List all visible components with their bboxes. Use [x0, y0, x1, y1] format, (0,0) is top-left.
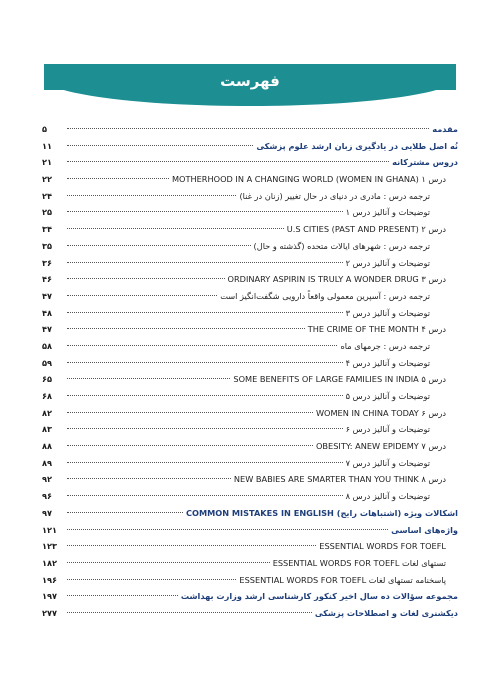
toc-entry-label: درس ۱ MOTHERHOOD IN A CHANGING WORLD (WOMEN IN GHANA)	[171, 174, 446, 185]
dot-leader	[67, 228, 284, 229]
toc-entry[interactable]	[42, 555, 458, 572]
dot-leader	[67, 328, 305, 329]
dot-leader	[67, 495, 343, 496]
toc-entry[interactable]	[42, 238, 458, 255]
toc-entry-label: توضیحات و آنالیز درس ۵	[345, 391, 430, 401]
toc-entry-label: درس ۶ WOMEN IN CHINA TODAY	[315, 407, 446, 418]
toc-entry[interactable]	[42, 171, 458, 188]
toc-entry-page: ۱۸۲	[42, 557, 57, 568]
dot-leader	[67, 345, 337, 346]
toc-entry-label: پاسخنامه تستهای لغات ESSENTIAL WORDS FOR TOEFL	[239, 574, 446, 585]
toc-entry-page: ۴۷	[42, 290, 52, 301]
toc-entry[interactable]	[42, 271, 458, 288]
toc-entry-label: دیکشنری لغات و اصطلاحات پزشکی	[314, 607, 458, 618]
toc-entry[interactable]	[42, 121, 458, 138]
toc-entry-label: واژه‌های اساسی	[391, 524, 458, 535]
toc-entry-page: ۱۲۱	[42, 524, 57, 535]
toc-entry-page: ۲۱	[42, 157, 52, 168]
toc-entry-label: دروس مشترکانه	[392, 157, 458, 168]
toc-entry-label: تستهای لغات ESSENTIAL WORDS FOR TOEFL	[272, 557, 446, 568]
toc-entry-page: ۹۶	[42, 491, 52, 502]
toc-entry[interactable]	[42, 338, 458, 355]
toc-entry-label: درس ۸ NEW BABIES ARE SMARTER THAN YOU THINK	[233, 474, 446, 485]
dot-leader	[67, 178, 169, 179]
dot-leader	[67, 512, 183, 513]
dot-leader	[67, 378, 230, 379]
toc-entry-label: درس ۳ ORDINARY ASPIRIN IS TRULY A WONDER DRUG	[227, 274, 446, 285]
dot-leader	[67, 562, 270, 563]
dot-leader	[67, 478, 231, 479]
table-of-contents	[42, 121, 458, 622]
dot-leader	[67, 295, 217, 296]
toc-entry-page: ۸۳	[42, 424, 52, 435]
toc-entry[interactable]	[42, 405, 458, 422]
toc-entry-page: ۲۵	[42, 207, 52, 218]
toc-entry-label: درس ۷ OBESITY: ANEW EPIDEMY	[315, 441, 446, 452]
toc-entry-label: ترجمه درس : مادری در دنیای در حال تغییر (زنان در غنا)	[239, 190, 430, 201]
toc-entry-label: ESSENTIAL WORDS FOR TOEFL	[319, 541, 446, 552]
dot-leader	[67, 145, 253, 146]
dot-leader	[67, 161, 389, 162]
toc-entry[interactable]	[42, 288, 458, 305]
toc-entry-page: ۲۷۷	[42, 607, 57, 618]
dot-leader	[67, 211, 343, 212]
toc-entry-label: مقدمه	[432, 124, 458, 134]
toc-entry[interactable]	[42, 204, 458, 221]
toc-entry-page: ۴۷	[42, 324, 52, 335]
toc-entry-page: ۱۹۷	[42, 591, 57, 602]
toc-entry-page: ۳۶	[42, 257, 52, 268]
toc-entry-label: درس ۴ THE CRIME OF THE MONTH	[307, 324, 446, 335]
dot-leader	[67, 395, 343, 396]
toc-entry-label: ترجمه درس : جرمهای ماه	[340, 340, 430, 351]
toc-entry-label: مجموعه سؤالات ده سال اخیر کنکور کارشناسی ارشد وزارت بهداشت	[180, 591, 458, 602]
toc-entry[interactable]	[42, 388, 458, 405]
dot-leader	[67, 412, 313, 413]
toc-entry-label: توضیحات و آنالیز درس ۲	[345, 257, 430, 268]
toc-entry-label: توضیحات و آنالیز درس ۴	[345, 357, 430, 368]
toc-entry[interactable]	[42, 538, 458, 555]
toc-entry-label: درس ۲ U.S CITIES (PAST AND PRESENT)	[286, 224, 446, 235]
toc-entry[interactable]	[42, 471, 458, 488]
toc-entry-page: ۶۵	[42, 374, 52, 385]
toc-entry[interactable]	[42, 455, 458, 472]
toc-entry-label: توضیحات و آنالیز درس ۸	[345, 491, 430, 502]
toc-entry-page: ۵۹	[42, 357, 52, 368]
toc-entry[interactable]	[42, 421, 458, 438]
dot-leader	[67, 445, 313, 446]
toc-entry-label: نُه اصل طلایی در یادگیری زبان ارشد علوم پزشکی	[256, 140, 458, 151]
toc-entry-page: ۱۹۶	[42, 574, 57, 585]
toc-entry-label: توضیحات و آنالیز درس ۱	[345, 207, 430, 218]
toc-entry[interactable]	[42, 154, 458, 171]
toc-entry-label: ترجمه درس : شهرهای ایالات متحده (گذشته و حال)	[253, 240, 430, 251]
toc-entry-page: ۲۴	[42, 190, 52, 201]
toc-entry[interactable]	[42, 572, 458, 589]
toc-entry[interactable]	[42, 371, 458, 388]
toc-entry-label: توضیحات و آنالیز درس ۷	[345, 457, 430, 468]
dot-leader	[67, 545, 316, 546]
toc-entry[interactable]	[42, 305, 458, 322]
toc-entry-page: ۵۸	[42, 340, 52, 351]
dot-leader	[67, 428, 343, 429]
toc-entry[interactable]	[42, 355, 458, 372]
toc-entry-page: ۱۲۳	[42, 541, 57, 552]
dot-leader	[67, 595, 178, 596]
dot-leader	[67, 362, 343, 363]
toc-entry[interactable]	[42, 221, 458, 238]
toc-entry[interactable]	[42, 505, 458, 522]
toc-entry-page: ۵	[42, 124, 47, 134]
toc-entry-label: درس ۵ SOME BENEFITS OF LARGE FAMILIES IN INDIA	[233, 374, 446, 385]
toc-entry-label: ترجمه درس : آسپرین معمولی واقعاً دارویی شگفت‌انگیز است	[220, 290, 430, 301]
dot-leader	[67, 529, 388, 530]
toc-entry-page: ۸۸	[42, 441, 52, 452]
toc-entry[interactable]	[42, 138, 458, 155]
toc-entry-page: ۹۲	[42, 474, 52, 485]
toc-entry[interactable]	[42, 522, 458, 539]
toc-entry[interactable]	[42, 321, 458, 338]
toc-entry[interactable]	[42, 588, 458, 605]
toc-entry-page: ۶۸	[42, 391, 52, 401]
toc-entry-page: ۴۸	[42, 307, 52, 318]
toc-entry-page: ۸۲	[42, 407, 52, 418]
page-title: فهرست	[220, 72, 280, 90]
toc-entry-page: ۴۶	[42, 274, 52, 285]
toc-entry-label: توضیحات و آنالیز درس ۶	[345, 424, 430, 435]
toc-entry-page: ۹۷	[42, 507, 52, 518]
dot-leader	[67, 612, 312, 613]
dot-leader	[67, 195, 236, 196]
toc-entry[interactable]	[42, 188, 458, 205]
dot-leader	[67, 262, 343, 263]
toc-entry[interactable]	[42, 605, 458, 622]
toc-entry[interactable]	[42, 438, 458, 455]
toc-entry-label: توضیحات و آنالیز درس ۳	[345, 307, 430, 318]
dot-leader	[67, 278, 225, 279]
dot-leader	[67, 462, 343, 463]
toc-entry[interactable]	[42, 488, 458, 505]
toc-entry-page: ۸۹	[42, 457, 52, 468]
dot-leader	[67, 128, 429, 129]
toc-entry-page: ۳۵	[42, 240, 52, 251]
dot-leader	[67, 312, 343, 313]
toc-entry-page: ۳۴	[42, 224, 52, 235]
dot-leader	[67, 245, 251, 246]
dot-leader	[67, 579, 236, 580]
toc-entry-page: ۱۱	[42, 140, 52, 151]
toc-entry[interactable]	[42, 255, 458, 272]
toc-entry-page: ۲۲	[42, 174, 52, 185]
toc-entry-label: اشکالات ویژه (اشتباهات رایج) COMMON MISTAKES IN ENGLISH	[185, 507, 458, 518]
